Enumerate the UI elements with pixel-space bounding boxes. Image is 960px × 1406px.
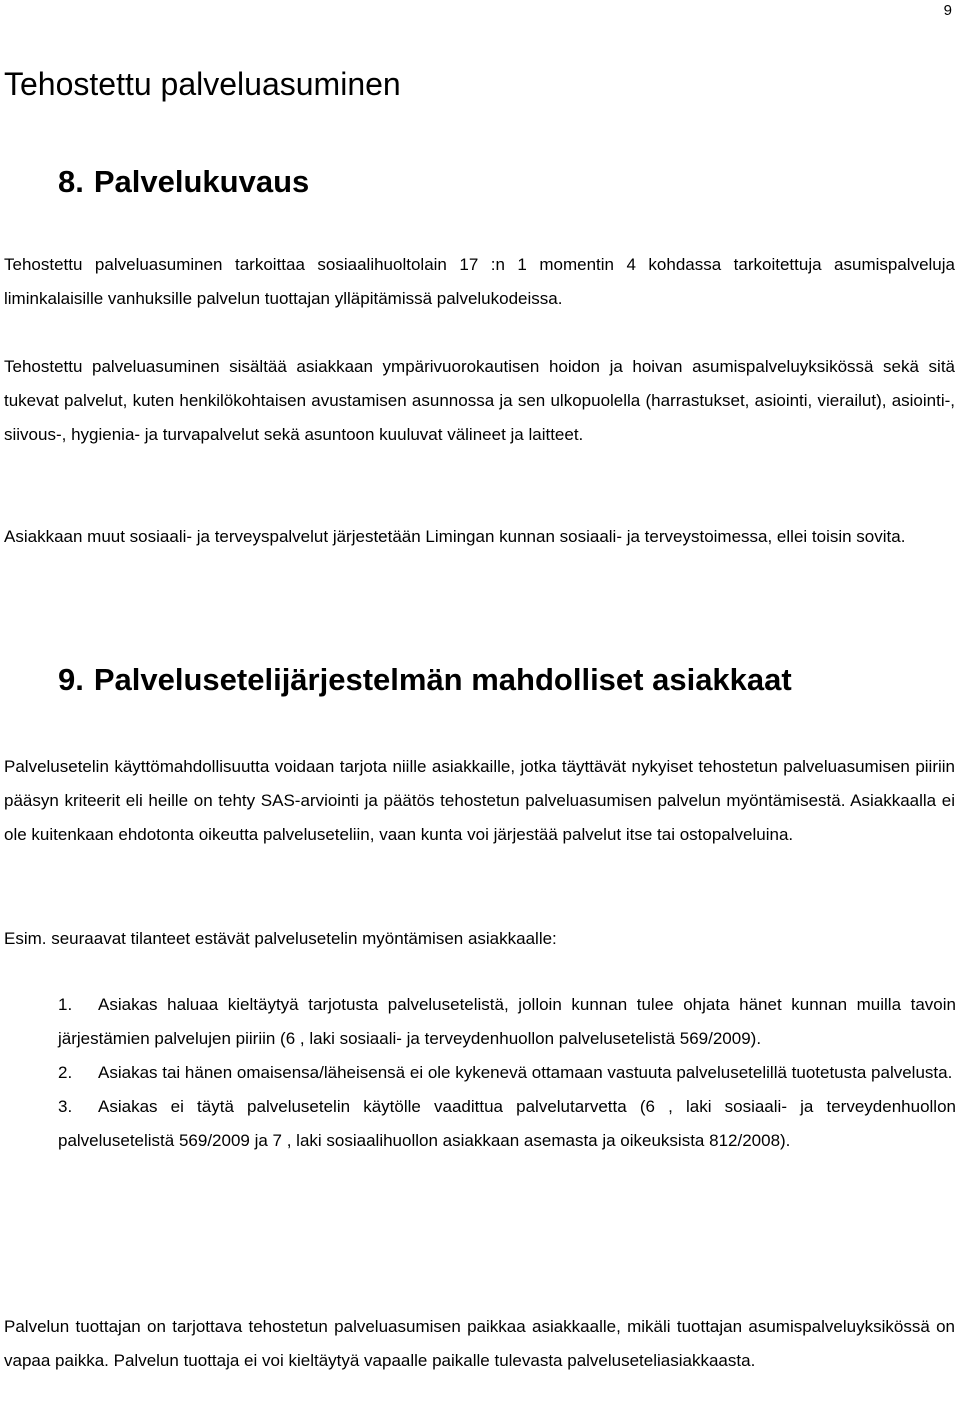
section-9-title: Palvelusetelijärjestelmän mahdolliset asiakkaat (93, 662, 792, 697)
section-9-number: 9. (58, 662, 84, 697)
list-item (58, 1090, 956, 1158)
list-item-text: Asiakas tai hänen omaisensa/läheisensä ei ole kykenevä ottamaan vastuuta palvelusetelillä tuotetusta palvelusta. (98, 1063, 953, 1082)
section-9-example-lead: Esim. seuraavat tilanteet estävät palvelusetelin myöntämisen asiakkaalle: (4, 929, 557, 948)
section-8-paragraph-3: Asiakkaan muut sosiaali- ja terveyspalvelut järjestetään Limingan kunnan sosiaali- ja terveystoimessa, ellei toisin sovita. (4, 527, 906, 546)
section-9-heading (58, 660, 792, 700)
list-item (58, 988, 956, 1056)
document-title: Tehostettu palveluasuminen (4, 66, 401, 102)
list-item-text: Asiakas ei täytä palvelusetelin käytölle vaadittua palvelutarvetta (6 , laki sosiaali- ja terveydenhuollon palvelusetelistä 569/2009 ja 7 , laki sosiaalihuollon asiakkaan asemasta ja oikeuksista 812/2008). (58, 1097, 956, 1150)
list-item-text: Asiakas haluaa kieltäytyä tarjotusta palvelusetelistä, jolloin kunnan tulee ohjata hänet kunnan muilla tavoin järjestämien palvelujen piiriin (6 , laki sosiaali- ja terveydenhuollon palvelusetelistä 569/2009). (58, 995, 956, 1048)
section-8-paragraph-2: Tehostettu palveluasuminen sisältää asiakkaan ympärivuorokautisen hoidon ja hoivan asumispalveluyksikössä sekä sitä tukevat palvelut, kuten henkilökohtaisen avustamisen asunnossa ja sen ulkopuolella (harrastukset, asiointi, vierailut), asiointi-, siivous-, hygienia- ja turvapalvelut sekä asuntoon kuuluvat välineet ja laitteet. (4, 357, 955, 444)
ineligibility-list (58, 988, 956, 1158)
section-9-closing: Palvelun tuottajan on tarjottava tehostetun palveluasumisen paikkaa asiakkaalle, mikäli tuottajan asumispalveluyksikössä on vapaa paikka. Palvelun tuottaja ei voi kieltäytyä vapaalle paikalle tulevasta palveluseteliasiakkaasta. (4, 1317, 955, 1370)
section-8-paragraph-1: Tehostettu palveluasuminen tarkoittaa sosiaalihuoltolain 17 :n 1 momentin 4 kohdassa tarkoitettuja asumispalveluja liminkalaisille vanhuksille palvelun tuottajan ylläpitämissä palvelukodeissa. (4, 255, 955, 308)
page-number: 9 (943, 2, 952, 19)
list-item (58, 1056, 956, 1090)
section-9-intro: Palvelusetelin käyttömahdollisuutta voidaan tarjota niille asiakkaille, jotka täyttävät nykyiset tehostetun palveluasumisen piiriin pääsyn kriteerit eli heille on tehty SAS-arviointi ja päätös tehostetun palveluasumisen palvelun myöntämisestä. Asiakkaalla ei ole kuitenkaan ehdotonta oikeutta palveluseteliin, vaan kunta voi järjestää palvelut itse tai ostopalveluina. (4, 757, 955, 844)
section-8-number: 8. (58, 164, 84, 199)
section-8-heading (58, 162, 309, 202)
list-item-number: 1. (58, 995, 73, 1014)
list-item-number: 3. (58, 1097, 73, 1116)
section-8-title: Palvelukuvaus (93, 164, 310, 199)
list-item-number: 2. (58, 1063, 73, 1082)
